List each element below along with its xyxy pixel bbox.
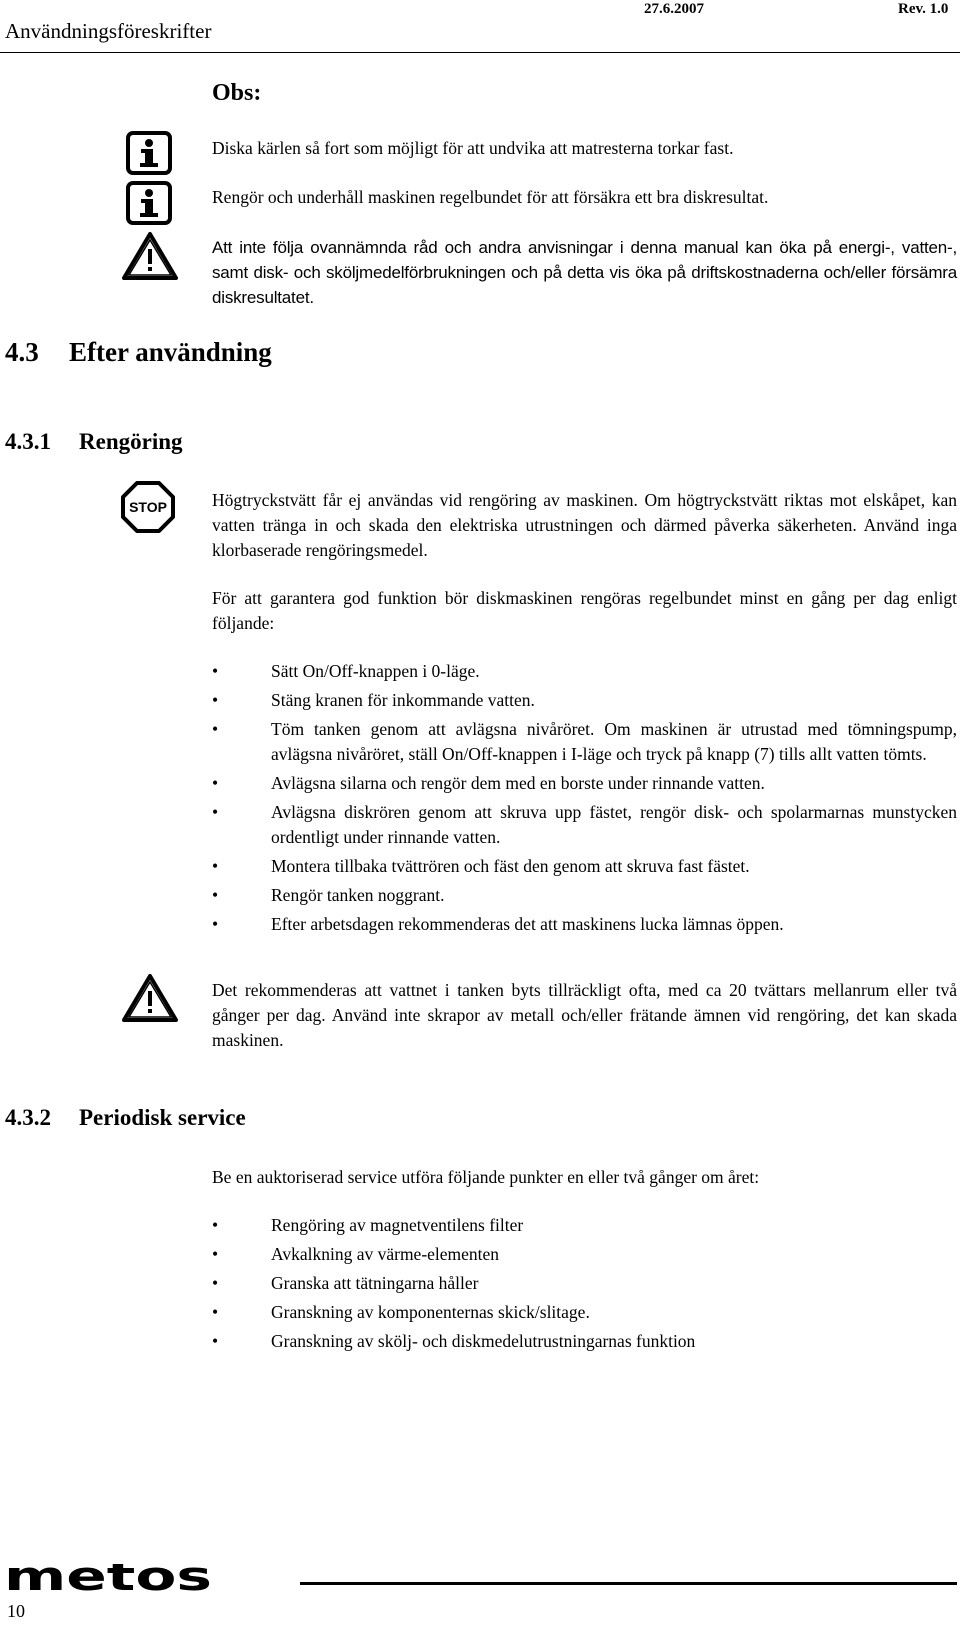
list-item — [212, 1329, 957, 1354]
list-item — [212, 854, 957, 879]
list-item — [212, 1271, 957, 1296]
obs-line-3: Att inte följa ovannämnda råd och andra anvisningar i denna manual kan öka på energi-, vatten-, samt disk- och sköljmedelförbrukningen och på detta vis öka på driftskostnaderna och/eller försämra diskresultatet. — [212, 238, 957, 307]
cleaning-number: 4.3.1 — [5, 429, 51, 454]
bullet: • — [212, 914, 219, 934]
list-item — [212, 717, 957, 767]
obs-line-1: Diska kärlen så fort som möjligt för att undvika att matresterna torkar fast. — [212, 138, 734, 158]
header-date: 27.6.2007 — [644, 1, 704, 17]
obs-line-2: Rengör och underhåll maskinen regelbundet för att försäkra ett bra diskresultat. — [212, 187, 769, 207]
list-item-text: Rengöring av magnetventilens filter — [271, 1215, 524, 1235]
bullet: • — [212, 856, 219, 876]
section-title: Efter användning — [69, 337, 272, 367]
logo-text: metos — [4, 1564, 212, 1594]
list-item — [212, 883, 957, 908]
bullet: • — [212, 1244, 219, 1264]
cleaning-title: Rengöring — [79, 429, 183, 454]
list-item-text: Stäng kranen för inkommande vatten. — [271, 690, 535, 710]
list-item-text: Avlägsna silarna och rengör dem med en borste under rinnande vatten. — [271, 773, 765, 793]
bullet: • — [212, 802, 219, 822]
list-item — [212, 800, 957, 850]
bullet: • — [212, 1273, 219, 1293]
list-item-text: Avkalkning av värme-elementen — [271, 1244, 500, 1264]
section-heading — [5, 337, 272, 368]
list-item — [212, 659, 957, 684]
obs-heading: Obs: — [212, 80, 262, 106]
footer-divider — [300, 1582, 957, 1585]
list-item-text: Montera tillbaka tvättrören och fäst den genom att skruva fast fästet. — [271, 856, 750, 876]
service-intro: Be en auktoriserad service utföra följande punkter en eller två gånger om året: — [212, 1167, 760, 1187]
bullet: • — [212, 1331, 219, 1351]
cleaning-warning: Högtryckstvätt får ej användas vid rengöring av maskinen. Om högtryckstvätt riktas mot elskåpet, kan vatten tränga in och skada den elektriska utrustningen och därmed påverka säkerheten. Använd inga klorbaserade rengöringsmedel. — [212, 490, 957, 560]
bullet: • — [212, 885, 219, 905]
cleaning-steps — [212, 659, 957, 941]
stop-icon — [120, 480, 176, 539]
service-heading — [5, 1105, 246, 1131]
bullet: • — [212, 661, 219, 681]
list-item-text: Töm tanken genom att avlägsna nivåröret. Om maskinen är utrustad med tömningspump, avlägsna nivåröret, ställ On/Off-knappen i I-läge och tryck på knapp (7) tills allt vatten tömts. — [271, 719, 957, 764]
list-item-text: Efter arbetsdagen rekommenderas det att maskinens lucka lämnas öppen. — [271, 914, 784, 934]
header-title: Användningsföreskrifter — [5, 19, 212, 43]
cleaning-heading — [5, 429, 183, 455]
section-number: 4.3 — [5, 337, 39, 367]
bullet: • — [212, 719, 219, 739]
info-icon — [125, 180, 173, 231]
list-item — [212, 1242, 957, 1267]
list-item-text: Granskning av komponenternas skick/slitage. — [271, 1302, 590, 1322]
cleaning-note: Det rekommenderas att vattnet i tanken byts tillräckligt ofta, med ca 20 tvättars mellanrum eller två gånger per dag. Använd inte skrapor av metall och/eller frätande ämnen vid rengöring, det kan skada maskinen. — [212, 980, 957, 1050]
header-revision: Rev. 1.0 — [898, 1, 949, 17]
stop-label: STOP — [129, 499, 167, 515]
service-title: Periodisk service — [79, 1105, 246, 1130]
cleaning-intro: För att garantera god funktion bör diskmaskinen rengöras regelbundet minst en gång per dag enligt följande: — [212, 588, 957, 633]
list-item-text: Granskning av skölj- och diskmedelutrustningarnas funktion — [271, 1331, 696, 1351]
list-item — [212, 1300, 957, 1325]
bullet: • — [212, 773, 219, 793]
warning-icon — [120, 230, 180, 287]
list-item-text: Avlägsna diskrören genom att skruva upp fästet, rengör disk- och spolarmarnas munstycken ordentligt under rinnande vatten. — [271, 802, 957, 847]
list-item-text: Rengör tanken noggrant. — [271, 885, 445, 905]
bullet: • — [212, 1215, 219, 1235]
header-divider — [0, 52, 960, 53]
metos-logo — [4, 1564, 216, 1599]
service-items — [212, 1213, 957, 1358]
list-item — [212, 688, 957, 713]
page-number: 10 — [7, 1601, 25, 1621]
warning-icon — [120, 972, 180, 1029]
info-icon — [125, 130, 173, 181]
list-item — [212, 912, 957, 937]
list-item-text: Sätt On/Off-knappen i 0-läge. — [271, 661, 480, 681]
list-item-text: Granska att tätningarna håller — [271, 1273, 479, 1293]
bullet: • — [212, 690, 219, 710]
bullet: • — [212, 1302, 219, 1322]
list-item — [212, 771, 957, 796]
list-item — [212, 1213, 957, 1238]
service-number: 4.3.2 — [5, 1105, 51, 1130]
